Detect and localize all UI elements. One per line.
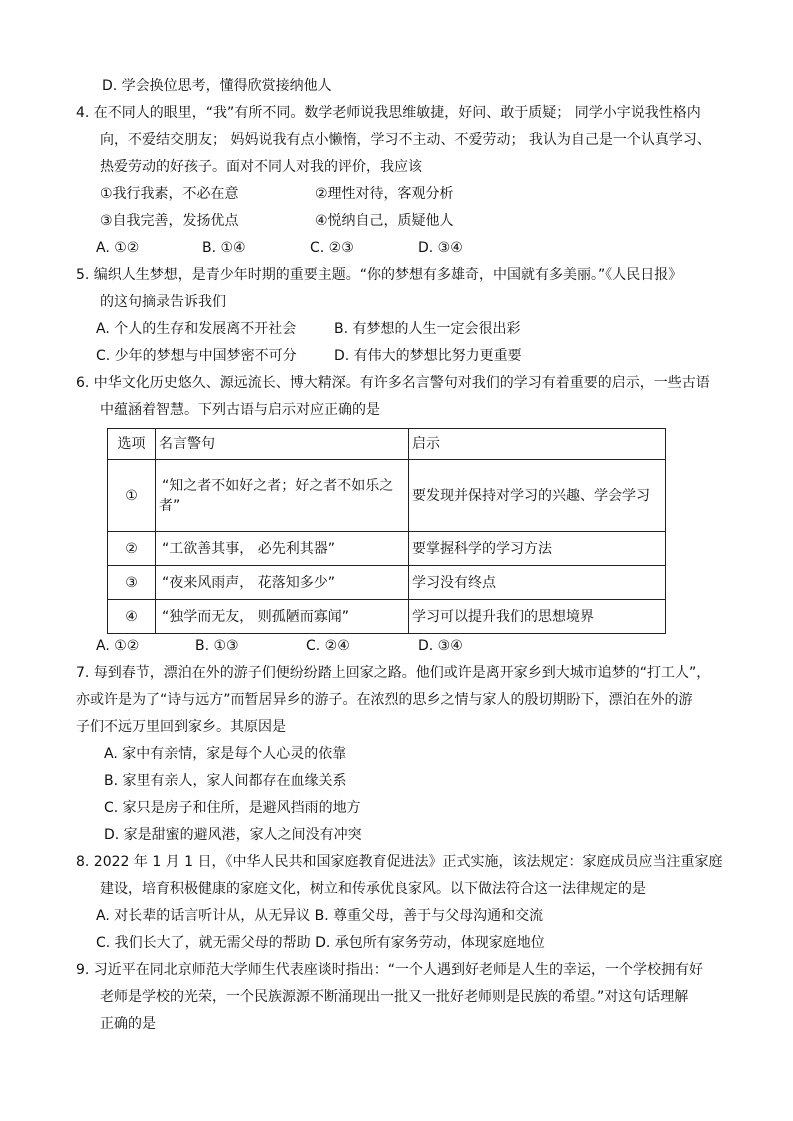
q8-choices-row-1: A. 对长辈的话言听计从，从无异议 B. 尊重父母，善于与父母沟通和交流 xyxy=(96,908,544,924)
q7-choice-b: B. 家里有亲人，家人间都存在血缘关系 xyxy=(104,773,347,789)
table-header-quote: 名言警句 xyxy=(156,429,409,460)
table-row xyxy=(108,460,666,532)
q6-choice-b: B. ①③ xyxy=(195,638,239,654)
q6-choices xyxy=(0,636,793,656)
table-cell-insight: 学习没有终点 xyxy=(409,566,666,600)
q5-choices-row-1 xyxy=(0,319,793,339)
q4-item-2: ②理性对待，客观分析 xyxy=(315,186,454,202)
table-header-insight: 启示 xyxy=(409,429,666,460)
table-cell-option: ④ xyxy=(108,600,156,634)
q6-stem-line-2: 中蕴涵着智慧。下列古语与启示对应正确的是 xyxy=(100,402,380,418)
q4-choice-b: B. ①④ xyxy=(202,240,246,256)
q6-table xyxy=(107,428,666,634)
q3-option-d: D. 学会换位思考，懂得欣赏接纳他人 xyxy=(102,78,332,94)
q6-choice-d: D. ③④ xyxy=(418,638,463,654)
q5-choice-d: D. 有伟大的梦想比努力更重要 xyxy=(334,348,522,364)
table-cell-option: ① xyxy=(108,460,156,532)
q8-choices-row-2: C. 我们长大了，就无需父母的帮助 D. 承包所有家务劳动，体现家庭地位 xyxy=(96,935,545,951)
q4-stem-line-3: 热爱劳动的好孩子。面对不同人对我的评价，我应该 xyxy=(100,159,422,175)
q6-stem-line-1: 6. 中华文化历史悠久、源远流长、博大精深。有许多名言警句对我们的学习有着重要的启示，一些古语 xyxy=(76,375,710,391)
q4-item-4: ④悦纳自己，质疑他人 xyxy=(315,213,454,229)
table-header-option: 选项 xyxy=(108,429,156,460)
q9-stem-line-2: 老师是学校的光荣，一个民族源源不断涌现出一批又一批好老师则是民族的希望。”对这句话理解 xyxy=(100,989,689,1005)
table-row xyxy=(108,600,666,634)
q7-stem-line-1: 7. 每到春节，漂泊在外的游子们便纷纷踏上回家之路。他们或许是离开家乡到大城市追梦的“打工人”， xyxy=(76,665,711,681)
table-cell-insight: 要发现并保持对学习的兴趣、学会学习 xyxy=(409,460,666,532)
q4-choice-d: D. ③④ xyxy=(418,240,463,256)
table-row xyxy=(108,532,666,566)
q6-choice-c: C. ②④ xyxy=(306,638,350,654)
q8-stem-line-2: 建设，培育积极健康的家庭文化，树立和传承优良家风。以下做法符合这一法律规定的是 xyxy=(100,881,646,897)
table-cell-quote: “独学而无友， 则孤陋而寡闻” xyxy=(156,600,409,634)
table-row xyxy=(108,566,666,600)
q4-item-3: ③自我完善，发扬优点 xyxy=(100,213,239,229)
q7-choice-d: D. 家是甜蜜的避风港，家人之间没有冲突 xyxy=(104,827,362,843)
q4-choice-a: A. ①② xyxy=(96,240,140,256)
q7-stem-line-2: 亦或许是为了“诗与远方”而暂居异乡的游子。在浓烈的思乡之情与家人的殷切期盼下，漂泊在外的游 xyxy=(76,692,693,708)
q5-choice-a: A. 个人的生存和发展离不开社会 xyxy=(96,321,297,337)
quote-line-2: 者” xyxy=(159,497,181,514)
q7-choice-c: C. 家只是房子和住所，是避风挡雨的地方 xyxy=(104,800,361,816)
q4-stem-line-2: 向，不爱结交朋友； 妈妈说我有点小懒惰，学习不主动、不爱劳动； 我认为自己是一个认真学习、 xyxy=(100,132,711,148)
table-cell-option: ② xyxy=(108,532,156,566)
quote-line-1: “知之者不如好之者；好之者不如乐之 xyxy=(162,477,394,494)
q4-items-row-1 xyxy=(0,184,793,204)
table-cell-quote: “工欲善其事， 必先利其器” xyxy=(156,532,409,566)
q5-choice-c: C. 少年的梦想与中国梦密不可分 xyxy=(96,348,297,364)
q4-items-row-2 xyxy=(0,211,793,231)
table-cell-insight: 要掌握科学的学习方法 xyxy=(409,532,666,566)
q5-stem-line-1: 5. 编织人生梦想，是青少年时期的重要主题。“你的梦想有多雄奇，中国就有多美丽。”《人民日报》 xyxy=(76,267,683,283)
q5-choice-b: B. 有梦想的人生一定会很出彩 xyxy=(334,321,521,337)
q6-choice-a: A. ①② xyxy=(96,638,140,654)
q9-stem-line-3: 正确的是 xyxy=(100,1016,156,1032)
q5-stem-line-2: 的这句摘录告诉我们 xyxy=(100,294,226,310)
q8-stem-line-1: 8. 2022 年 1 月 1 日，《中华人民共和国家庭教育促进法》正式实施，该法规定：家庭成员应当注重家庭 xyxy=(76,854,723,870)
table-cell-quote: “夜来风雨声， 花落知多少” xyxy=(156,566,409,600)
table-cell-insight: 学习可以提升我们的思想境界 xyxy=(409,600,666,634)
table-cell-option: ③ xyxy=(108,566,156,600)
q4-item-1: ①我行我素，不必在意 xyxy=(100,186,239,202)
q9-stem-line-1: 9. 习近平在同北京师范大学师生代表座谈时指出：“一个人遇到好老师是人生的幸运，一个学校拥有好 xyxy=(76,962,704,978)
q4-choices xyxy=(0,238,793,258)
table-cell-quote xyxy=(156,460,409,532)
q7-choice-a: A. 家中有亲情，家是每个人心灵的依靠 xyxy=(104,746,347,762)
table-header-row xyxy=(108,429,666,460)
q7-stem-line-3: 子们不远万里回到家乡。其原因是 xyxy=(76,719,286,735)
q5-choices-row-2 xyxy=(0,346,793,366)
q4-choice-c: C. ②③ xyxy=(310,240,354,256)
q4-stem-line-1: 4. 在不同人的眼里，“我”有所不同。数学老师说我思维敏捷，好问、敢于质疑； 同学小宇说我性格内 xyxy=(76,105,701,121)
